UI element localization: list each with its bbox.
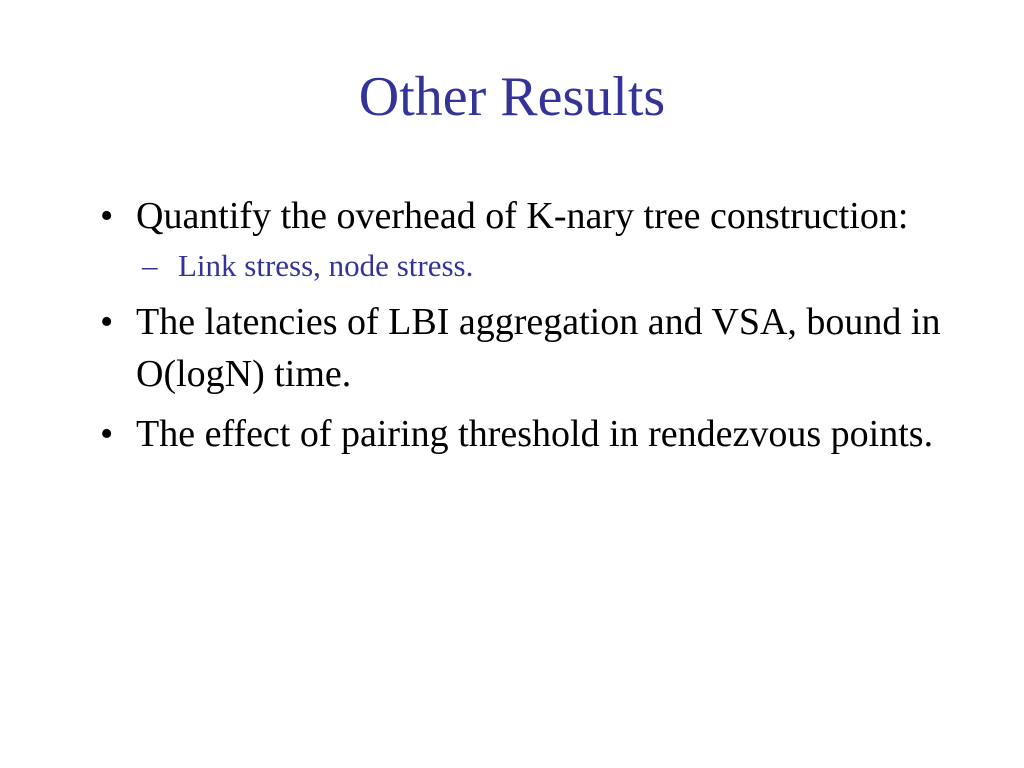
bullet-text: Quantify the overhead of K-nary tree construction: [136, 195, 909, 237]
bullet-text: The effect of pairing threshold in rendezvous points. [136, 413, 934, 455]
bullet-list [96, 190, 986, 468]
slide-title: Other Results [358, 66, 666, 128]
bullet-icon: • [100, 301, 114, 343]
bullet-icon: • [100, 413, 114, 455]
bullet-icon: • [100, 195, 114, 237]
bullet-item [96, 190, 986, 288]
dash-icon: – [142, 248, 158, 283]
sub-bullet-item [136, 244, 986, 288]
bullet-item [96, 296, 986, 400]
bullet-text: The latencies of LBI aggregation and VSA, bound in O(logN) time. [136, 301, 941, 395]
sub-bullet-list [136, 244, 986, 288]
sub-bullet-text: Link stress, node stress. [178, 248, 474, 283]
bullet-item [96, 408, 986, 460]
